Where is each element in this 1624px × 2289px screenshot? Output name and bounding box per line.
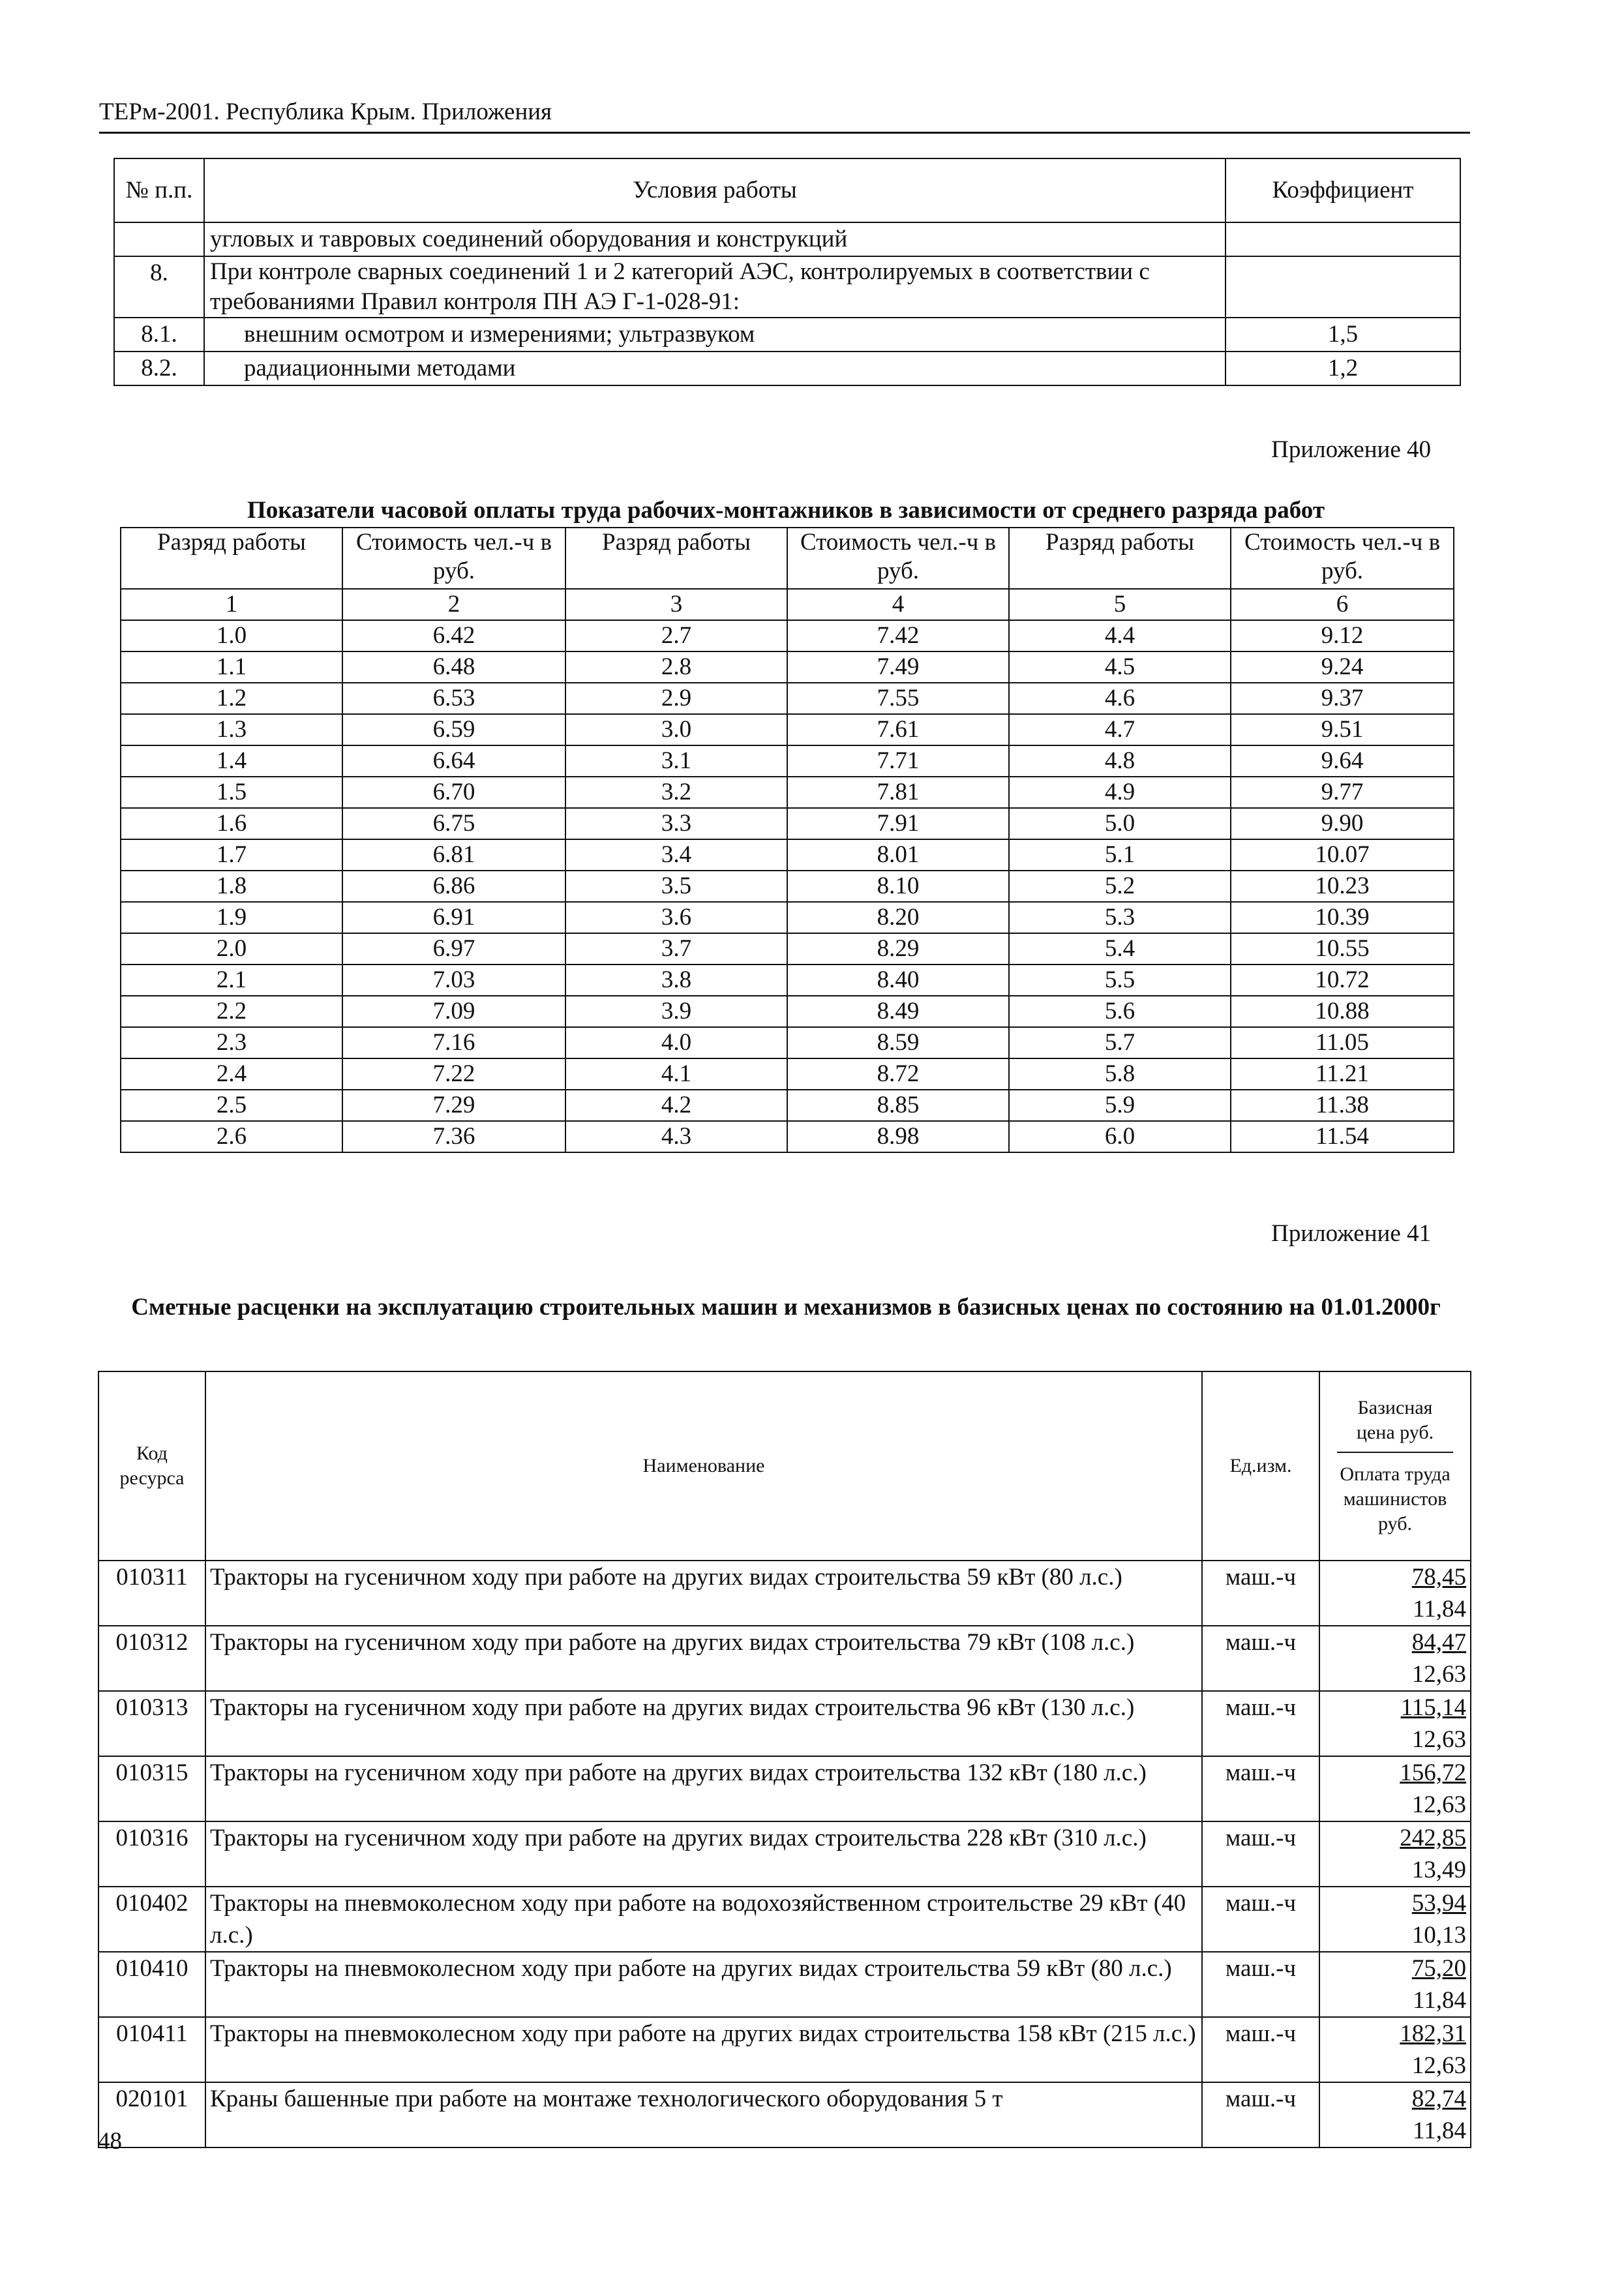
grade-cell: 5.6 (1009, 996, 1231, 1027)
grade-cell: 3.6 (565, 902, 787, 933)
cost-cell: 9.51 (1231, 714, 1454, 745)
resource-name: Тракторы на гусеничном ходу при работе на других видах строительства 59 кВт (80 л.с.) (205, 1561, 1202, 1626)
cost-cell: 7.03 (342, 965, 565, 996)
grade-cell: 3.2 (565, 777, 787, 808)
base-price: 82,74 (1411, 2086, 1466, 2112)
column-header-name: Наименование (205, 1371, 1202, 1561)
operator-wage: 11,84 (1413, 1987, 1466, 2014)
table-row (121, 808, 1454, 839)
table-row (98, 1561, 1471, 1626)
grade-cell: 5.4 (1009, 933, 1231, 965)
conditions-table (113, 158, 1461, 386)
price-cell (1319, 1756, 1471, 1821)
column-header-conditions: Условия работы (204, 158, 1226, 222)
grade-cell: 1.6 (121, 808, 342, 839)
price-cell (1319, 1821, 1471, 1887)
grade-cell: 3.5 (565, 871, 787, 902)
column-number: 6 (1231, 589, 1454, 620)
grade-cell: 1.5 (121, 777, 342, 808)
cost-cell: 6.81 (342, 839, 565, 871)
table-row (121, 745, 1454, 777)
coefficient-value (1226, 222, 1460, 256)
grade-cell: 4.4 (1009, 620, 1231, 651)
grade-cell: 5.2 (1009, 871, 1231, 902)
table-row (98, 1887, 1471, 1952)
grade-cell: 5.0 (1009, 808, 1231, 839)
table-row (98, 1821, 1471, 1887)
grade-cell: 1.3 (121, 714, 342, 745)
cost-cell: 7.29 (342, 1090, 565, 1121)
cost-cell: 6.59 (342, 714, 565, 745)
grade-cell: 5.9 (1009, 1090, 1231, 1121)
column-header-price (1319, 1371, 1471, 1561)
resource-name: Тракторы на гусеничном ходу при работе на других видах строительства 79 кВт (108 л.с.) (205, 1626, 1202, 1691)
table-row (121, 620, 1454, 651)
cost-cell: 8.98 (787, 1121, 1009, 1152)
column-header-coefficient: Коэффициент (1226, 158, 1460, 222)
column-number: 2 (342, 589, 565, 620)
grade-cell: 6.0 (1009, 1121, 1231, 1152)
base-price: 115,14 (1400, 1694, 1466, 1721)
appendix-40-label: Приложение 40 (1271, 436, 1431, 463)
cost-cell: 8.20 (787, 902, 1009, 933)
grade-cell: 5.7 (1009, 1027, 1231, 1058)
column-header-cost: Стоимость чел.-ч в руб. (1231, 528, 1454, 589)
resource-name: Тракторы на пневмоколесном ходу при работе на водохозяйственном строительстве 29 кВт (40 л.с.) (205, 1887, 1202, 1952)
cost-cell: 11.38 (1231, 1090, 1454, 1121)
price-cell (1319, 1952, 1471, 2017)
table-row (121, 839, 1454, 871)
page-number: 48 (98, 2128, 122, 2155)
resource-code: 010410 (98, 1952, 205, 2017)
table-row (121, 683, 1454, 714)
unit-of-measure: маш.-ч (1202, 1756, 1319, 1821)
price-cell (1319, 2082, 1471, 2147)
grade-cell: 2.9 (565, 683, 787, 714)
coefficient-value: 1,2 (1226, 352, 1460, 385)
column-header-cost: Стоимость чел.-ч в руб. (787, 528, 1009, 589)
grade-cell: 2.2 (121, 996, 342, 1027)
row-number: 8.2. (114, 352, 204, 385)
base-price: 242,85 (1400, 1825, 1466, 1851)
grade-cell: 3.7 (565, 933, 787, 965)
cost-cell: 7.49 (787, 651, 1009, 683)
cost-cell: 6.86 (342, 871, 565, 902)
cost-cell: 11.05 (1231, 1027, 1454, 1058)
resource-code: 010315 (98, 1756, 205, 1821)
table-row (121, 965, 1454, 996)
cost-cell: 8.29 (787, 933, 1009, 965)
unit-of-measure: маш.-ч (1202, 1561, 1319, 1626)
unit-of-measure: маш.-ч (1202, 2082, 1319, 2147)
column-header-grade: Разряд работы (121, 528, 342, 589)
table-row (114, 318, 1460, 352)
condition-text: При контроле сварных соединений 1 и 2 категорий АЭС, контролируемых в соответствии с требованиями Правил контроля ПН АЭ Г-1-028-91: (204, 256, 1226, 318)
condition-text: радиационными методами (204, 352, 1226, 385)
resource-code: 010313 (98, 1691, 205, 1756)
column-number: 5 (1009, 589, 1231, 620)
table-row (121, 714, 1454, 745)
table-row (98, 1952, 1471, 2017)
table-row (121, 1027, 1454, 1058)
grade-cell: 3.8 (565, 965, 787, 996)
cost-cell: 7.81 (787, 777, 1009, 808)
column-header-grade: Разряд работы (1009, 528, 1231, 589)
base-price: 84,47 (1411, 1629, 1466, 1656)
cost-cell: 7.61 (787, 714, 1009, 745)
resource-name: Тракторы на гусеничном ходу при работе на других видах строительства 228 кВт (310 л.с.) (205, 1821, 1202, 1887)
column-header-operator-wage: Оплата труда машинистов руб. (1340, 1463, 1451, 1534)
grade-cell: 4.2 (565, 1090, 787, 1121)
cost-cell: 8.72 (787, 1058, 1009, 1090)
column-number-row (121, 589, 1454, 620)
cost-cell: 8.59 (787, 1027, 1009, 1058)
grade-cell: 5.8 (1009, 1058, 1231, 1090)
appendix-41-label: Приложение 41 (1271, 1220, 1431, 1247)
cost-cell: 8.40 (787, 965, 1009, 996)
cost-cell: 7.22 (342, 1058, 565, 1090)
column-header-cost: Стоимость чел.-ч в руб. (342, 528, 565, 589)
grade-cell: 4.1 (565, 1058, 787, 1090)
column-header-unit: Ед.изм. (1202, 1371, 1319, 1561)
coefficient-value: 1,5 (1226, 318, 1460, 352)
grade-cell: 1.4 (121, 745, 342, 777)
grade-cell: 4.7 (1009, 714, 1231, 745)
table-row (98, 2017, 1471, 2082)
table-row (114, 256, 1460, 318)
cost-cell: 10.23 (1231, 871, 1454, 902)
grade-cell: 1.7 (121, 839, 342, 871)
column-header-base-price: Базисная цена руб. (1337, 1396, 1453, 1453)
resource-name: Тракторы на гусеничном ходу при работе на других видах строительства 132 кВт (180 л.с.) (205, 1756, 1202, 1821)
operator-wage: 12,63 (1411, 1791, 1466, 1818)
table-row (98, 1626, 1471, 1691)
table-row (121, 902, 1454, 933)
operator-wage: 12,63 (1411, 2052, 1466, 2079)
cost-cell: 11.54 (1231, 1121, 1454, 1152)
cost-cell: 8.01 (787, 839, 1009, 871)
table-row (121, 871, 1454, 902)
machine-rates-table (98, 1371, 1471, 2148)
grade-cell: 3.1 (565, 745, 787, 777)
price-cell (1319, 1691, 1471, 1756)
column-header-grade: Разряд работы (565, 528, 787, 589)
column-number: 3 (565, 589, 787, 620)
page-header-title: ТЕРм-2001. Республика Крым. Приложения (99, 98, 552, 125)
grade-cell: 3.3 (565, 808, 787, 839)
operator-wage: 11,84 (1413, 1596, 1466, 1623)
resource-code: 010402 (98, 1887, 205, 1952)
resource-name: Тракторы на пневмоколесном ходу при работе на других видах строительства 158 кВт (215 л.с.) (205, 2017, 1202, 2082)
unit-of-measure: маш.-ч (1202, 2017, 1319, 2082)
grade-cell: 1.9 (121, 902, 342, 933)
operator-wage: 12,63 (1411, 1726, 1466, 1753)
base-price: 53,94 (1411, 1890, 1466, 1917)
grade-cell: 4.6 (1009, 683, 1231, 714)
resource-name: Тракторы на пневмоколесном ходу при работе на других видах строительства 59 кВт (80 л.с.) (205, 1952, 1202, 2017)
cost-cell: 9.12 (1231, 620, 1454, 651)
base-price: 78,45 (1411, 1564, 1466, 1591)
cost-cell: 9.24 (1231, 651, 1454, 683)
operator-wage: 13,49 (1411, 1857, 1466, 1883)
grade-cell: 2.6 (121, 1121, 342, 1152)
grade-cell: 3.0 (565, 714, 787, 745)
resource-name: Тракторы на гусеничном ходу при работе на других видах строительства 96 кВт (130 л.с.) (205, 1691, 1202, 1756)
operator-wage: 10,13 (1411, 1922, 1466, 1949)
cost-cell: 6.70 (342, 777, 565, 808)
table-row (121, 1090, 1454, 1121)
grade-cell: 2.1 (121, 965, 342, 996)
grade-cell: 5.1 (1009, 839, 1231, 871)
cost-cell: 10.39 (1231, 902, 1454, 933)
cost-cell: 7.55 (787, 683, 1009, 714)
grade-cell: 1.1 (121, 651, 342, 683)
price-cell (1319, 2017, 1471, 2082)
cost-cell: 10.55 (1231, 933, 1454, 965)
condition-text: угловых и тавровых соединений оборудования и конструкций (204, 222, 1226, 256)
resource-code: 020101 (98, 2082, 205, 2147)
appendix-40-caption: Показатели часовой оплаты труда рабочих-монтажников в зависимости от среднего разряда работ (247, 497, 1325, 524)
cost-cell: 6.97 (342, 933, 565, 965)
table-row (121, 996, 1454, 1027)
cost-cell: 6.64 (342, 745, 565, 777)
resource-code: 010411 (98, 2017, 205, 2082)
cost-cell: 11.21 (1231, 1058, 1454, 1090)
cost-cell: 7.91 (787, 808, 1009, 839)
grade-cell: 3.4 (565, 839, 787, 871)
cost-cell: 8.85 (787, 1090, 1009, 1121)
cost-cell: 7.71 (787, 745, 1009, 777)
grade-cell: 3.9 (565, 996, 787, 1027)
operator-wage: 12,63 (1411, 1661, 1466, 1688)
cost-cell: 9.64 (1231, 745, 1454, 777)
grade-cell: 4.0 (565, 1027, 787, 1058)
row-number (114, 222, 204, 256)
base-price: 75,20 (1411, 1955, 1466, 1982)
table-row (121, 1058, 1454, 1090)
cost-cell: 8.49 (787, 996, 1009, 1027)
cost-cell: 10.88 (1231, 996, 1454, 1027)
operator-wage: 11,84 (1413, 2117, 1466, 2144)
cost-cell: 9.37 (1231, 683, 1454, 714)
row-number: 8. (114, 256, 204, 318)
table-row (121, 651, 1454, 683)
grade-cell: 4.8 (1009, 745, 1231, 777)
column-header-resource-code: Код ресурса (98, 1371, 205, 1561)
grade-cell: 2.4 (121, 1058, 342, 1090)
base-price: 156,72 (1400, 1759, 1466, 1786)
cost-cell: 10.72 (1231, 965, 1454, 996)
cost-cell: 8.10 (787, 871, 1009, 902)
cost-cell: 6.75 (342, 808, 565, 839)
table-row (98, 1691, 1471, 1756)
resource-code: 010312 (98, 1626, 205, 1691)
condition-text: внешним осмотром и измерениями; ультразвуком (204, 318, 1226, 352)
cost-cell: 6.48 (342, 651, 565, 683)
unit-of-measure: маш.-ч (1202, 1821, 1319, 1887)
table-row (114, 352, 1460, 385)
cost-cell: 9.77 (1231, 777, 1454, 808)
cost-cell: 6.53 (342, 683, 565, 714)
cost-cell: 7.16 (342, 1027, 565, 1058)
table-row (98, 2082, 1471, 2147)
table-row (121, 777, 1454, 808)
cost-cell: 7.09 (342, 996, 565, 1027)
grade-cell: 4.3 (565, 1121, 787, 1152)
wage-rates-table (120, 527, 1454, 1153)
grade-cell: 4.9 (1009, 777, 1231, 808)
grade-cell: 2.8 (565, 651, 787, 683)
grade-cell: 2.7 (565, 620, 787, 651)
column-number: 4 (787, 589, 1009, 620)
grade-cell: 4.5 (1009, 651, 1231, 683)
cost-cell: 7.42 (787, 620, 1009, 651)
cost-cell: 7.36 (342, 1121, 565, 1152)
table-row (121, 1121, 1454, 1152)
grade-cell: 1.0 (121, 620, 342, 651)
row-number: 8.1. (114, 318, 204, 352)
coefficient-value (1226, 256, 1460, 318)
resource-name: Краны башенные при работе на монтаже технологического оборудования 5 т (205, 2082, 1202, 2147)
price-cell (1319, 1626, 1471, 1691)
base-price: 182,31 (1400, 2020, 1466, 2047)
unit-of-measure: маш.-ч (1202, 1626, 1319, 1691)
grade-cell: 2.5 (121, 1090, 342, 1121)
cost-cell: 9.90 (1231, 808, 1454, 839)
grade-cell: 1.8 (121, 871, 342, 902)
header-divider (99, 132, 1470, 134)
grade-cell: 2.3 (121, 1027, 342, 1058)
grade-cell: 1.2 (121, 683, 342, 714)
unit-of-measure: маш.-ч (1202, 1887, 1319, 1952)
column-number: 1 (121, 589, 342, 620)
appendix-41-caption: Сметные расценки на эксплуатацию строительных машин и механизмов в базисных ценах по состоянию на 01.01.2000г (131, 1294, 1441, 1321)
price-cell (1319, 1887, 1471, 1952)
grade-cell: 2.0 (121, 933, 342, 965)
grade-cell: 5.3 (1009, 902, 1231, 933)
column-header-number: № п.п. (114, 158, 204, 222)
cost-cell: 6.91 (342, 902, 565, 933)
table-row (121, 933, 1454, 965)
resource-code: 010316 (98, 1821, 205, 1887)
cost-cell: 10.07 (1231, 839, 1454, 871)
price-cell (1319, 1561, 1471, 1626)
grade-cell: 5.5 (1009, 965, 1231, 996)
table-row (114, 222, 1460, 256)
table-row (98, 1756, 1471, 1821)
resource-code: 010311 (98, 1561, 205, 1626)
cost-cell: 6.42 (342, 620, 565, 651)
unit-of-measure: маш.-ч (1202, 1952, 1319, 2017)
unit-of-measure: маш.-ч (1202, 1691, 1319, 1756)
